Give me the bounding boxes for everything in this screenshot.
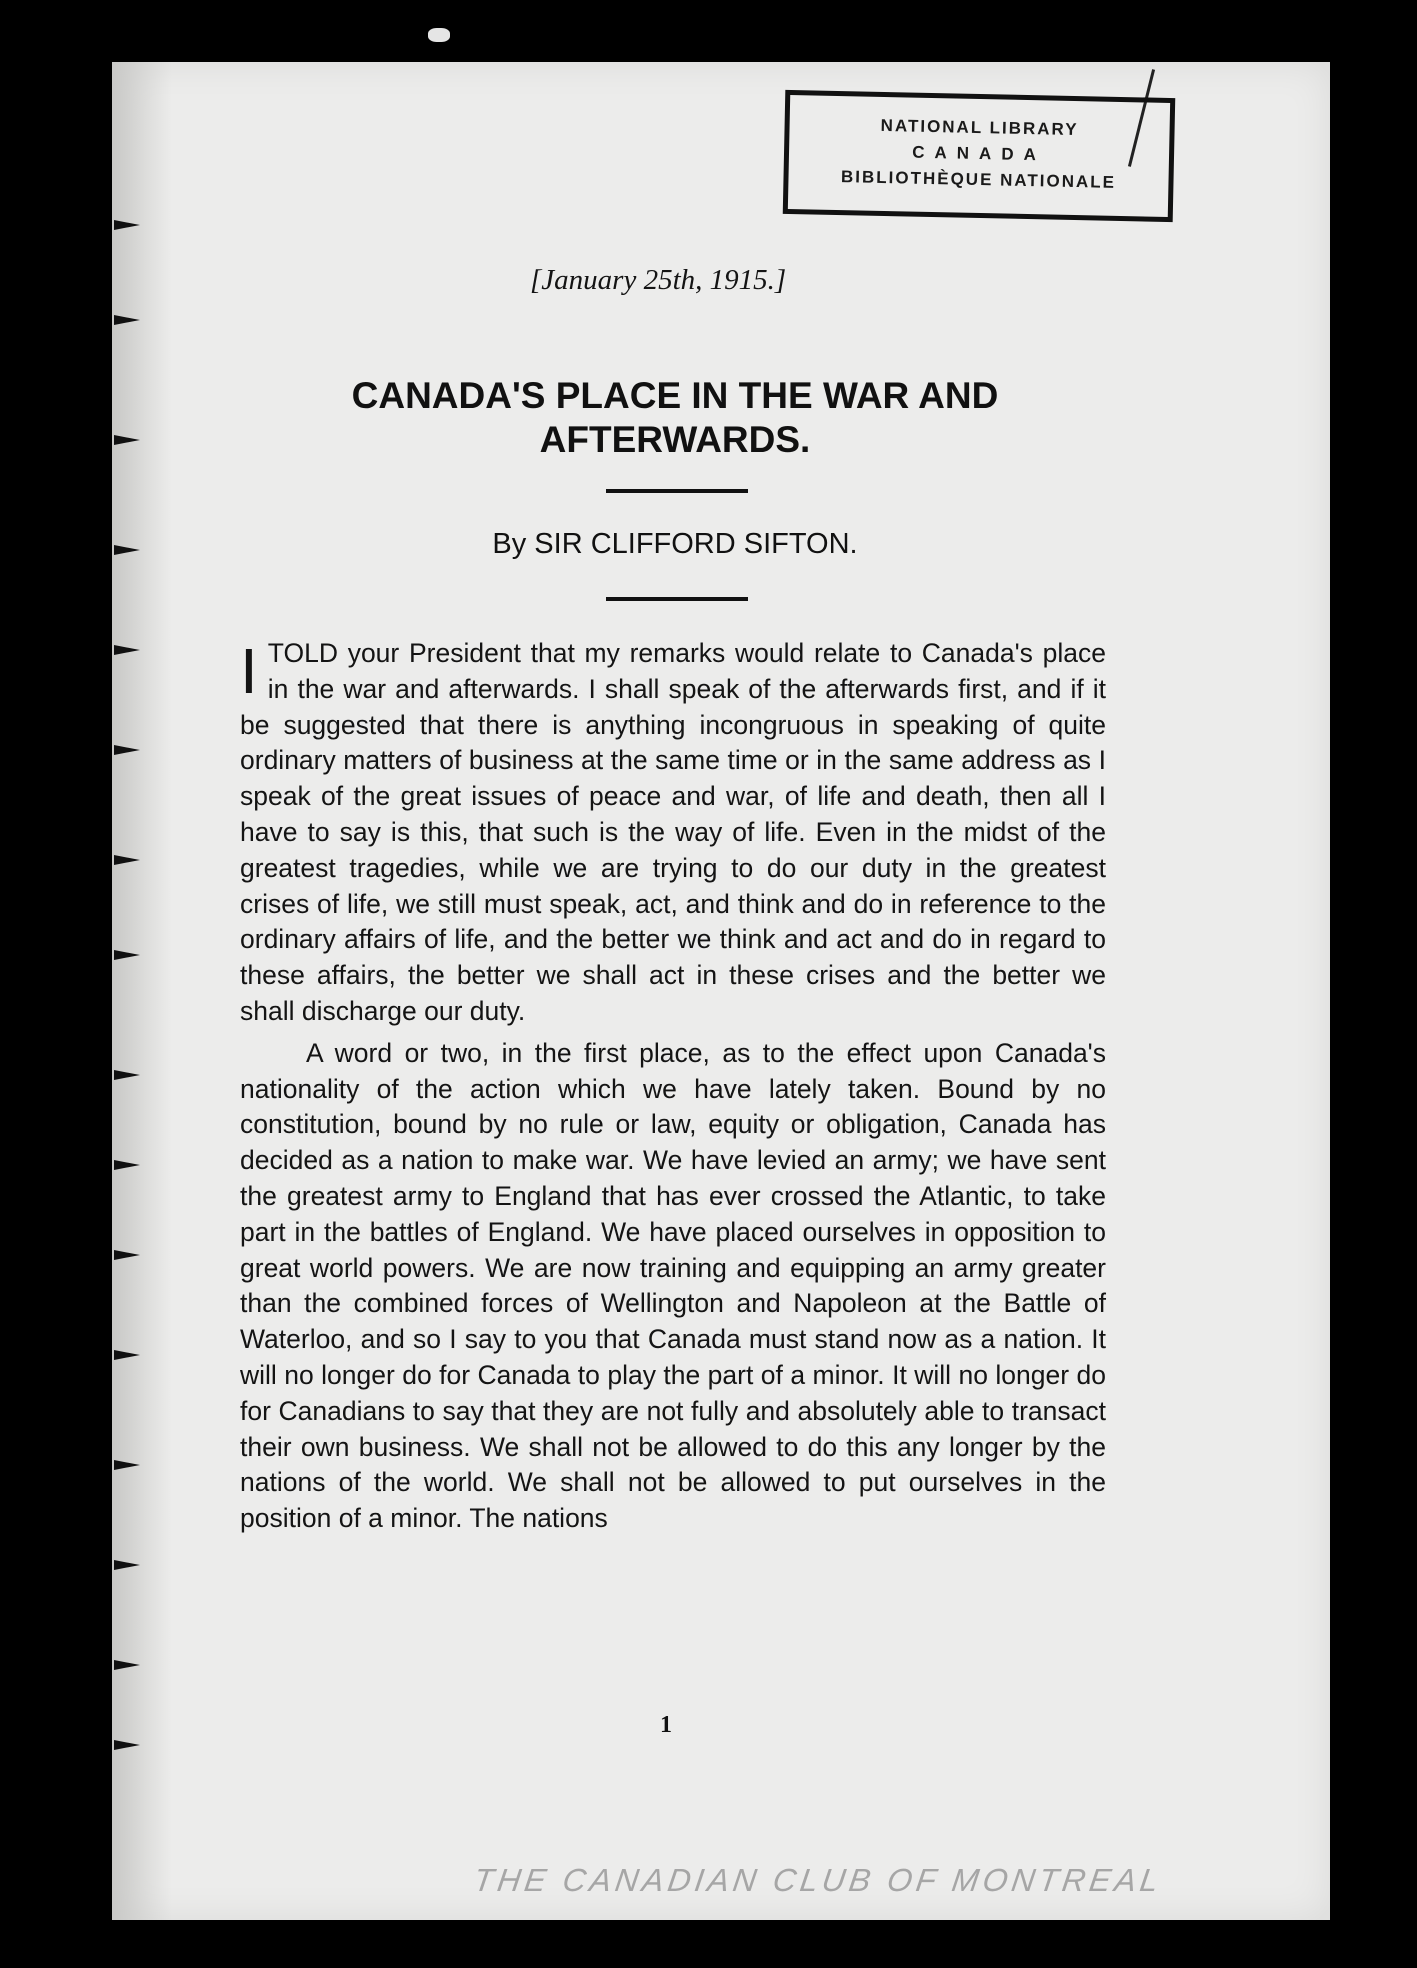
date-line: [January 25th, 1915.] <box>530 264 787 296</box>
binding-mark <box>114 1660 140 1670</box>
binding-mark <box>114 645 140 655</box>
article-body <box>240 636 1106 1537</box>
title-rule <box>606 489 748 493</box>
binding-mark <box>114 1160 140 1170</box>
binding-mark <box>114 1560 140 1570</box>
scan-speck <box>428 28 450 42</box>
stamp-line: CANADA <box>912 142 1047 165</box>
club-stamp: THE CANADIAN CLUB OF MONTREAL <box>471 1862 1165 1898</box>
byline: By SIR CLIFFORD SIFTON. <box>492 528 858 560</box>
paragraph: A word or two, in the first place, as to the effect upon Canada's nationality of the action which we have lately taken. Bound by no constitution, bound by no rule or law, equity or obligation, Canada has decided as a nation to make war. We have levied an army; we have sent the greatest army to England that has ever crossed the Atlantic, to take part in the battles of England. We have placed ourselves in opposition to great world powers. We are now training and equipping an army greater than the combined forces of Wellington and Napoleon at the Battle of Waterloo, and so I say to you that Canada must stand now as a nation. It will no longer do for Canada to play the part of a minor. It will no longer do for Canadians to say that they are not fully and absolutely able to transact their own business. We shall not be allowed to do this any longer by the nations of the world. We shall not be allowed to put ourselves in the position of a minor. The nations <box>240 1037 1106 1534</box>
binding-mark <box>114 1460 140 1470</box>
paragraph: ITOLD your President that my remarks would relate to Canada's place in the war and afterwards. I shall speak of the afterwards first, and if it be suggested that there is anything incongruous in speaking of quite ordinary matters of business at the same time or in the same address as I speak of the great issues of peace and war, of life and death, then all I have to say is this, that such is the way of life. Even in the midst of the greatest tragedies, while we are trying to do our duty in the greatest crises of life, we still must speak, act, and think and do in reference to the ordinary affairs of life, and the better we think and act and do in regard to these affairs, the better we shall act in these crises and the better we shall discharge our duty. <box>240 635 1106 1026</box>
binding-mark <box>114 545 140 555</box>
page-number: 1 <box>660 1712 672 1738</box>
binding-marks <box>108 200 148 1760</box>
binding-mark <box>114 1250 140 1260</box>
stamp-line: BIBLIOTHÈQUE NATIONALE <box>840 167 1117 192</box>
binding-mark <box>114 855 140 865</box>
binding-mark <box>114 1740 140 1750</box>
binding-mark <box>114 1350 140 1360</box>
binding-mark <box>114 950 140 960</box>
stamp-line: NATIONAL LIBRARY <box>880 115 1079 140</box>
article-title: CANADA'S PLACE IN THE WAR AND AFTERWARDS. <box>351 375 999 460</box>
binding-mark <box>114 1070 140 1080</box>
binding-mark <box>114 315 140 325</box>
byline-rule <box>606 597 748 601</box>
binding-mark <box>114 435 140 445</box>
binding-mark <box>114 220 140 230</box>
library-stamp <box>783 90 1176 222</box>
binding-mark <box>114 745 140 755</box>
